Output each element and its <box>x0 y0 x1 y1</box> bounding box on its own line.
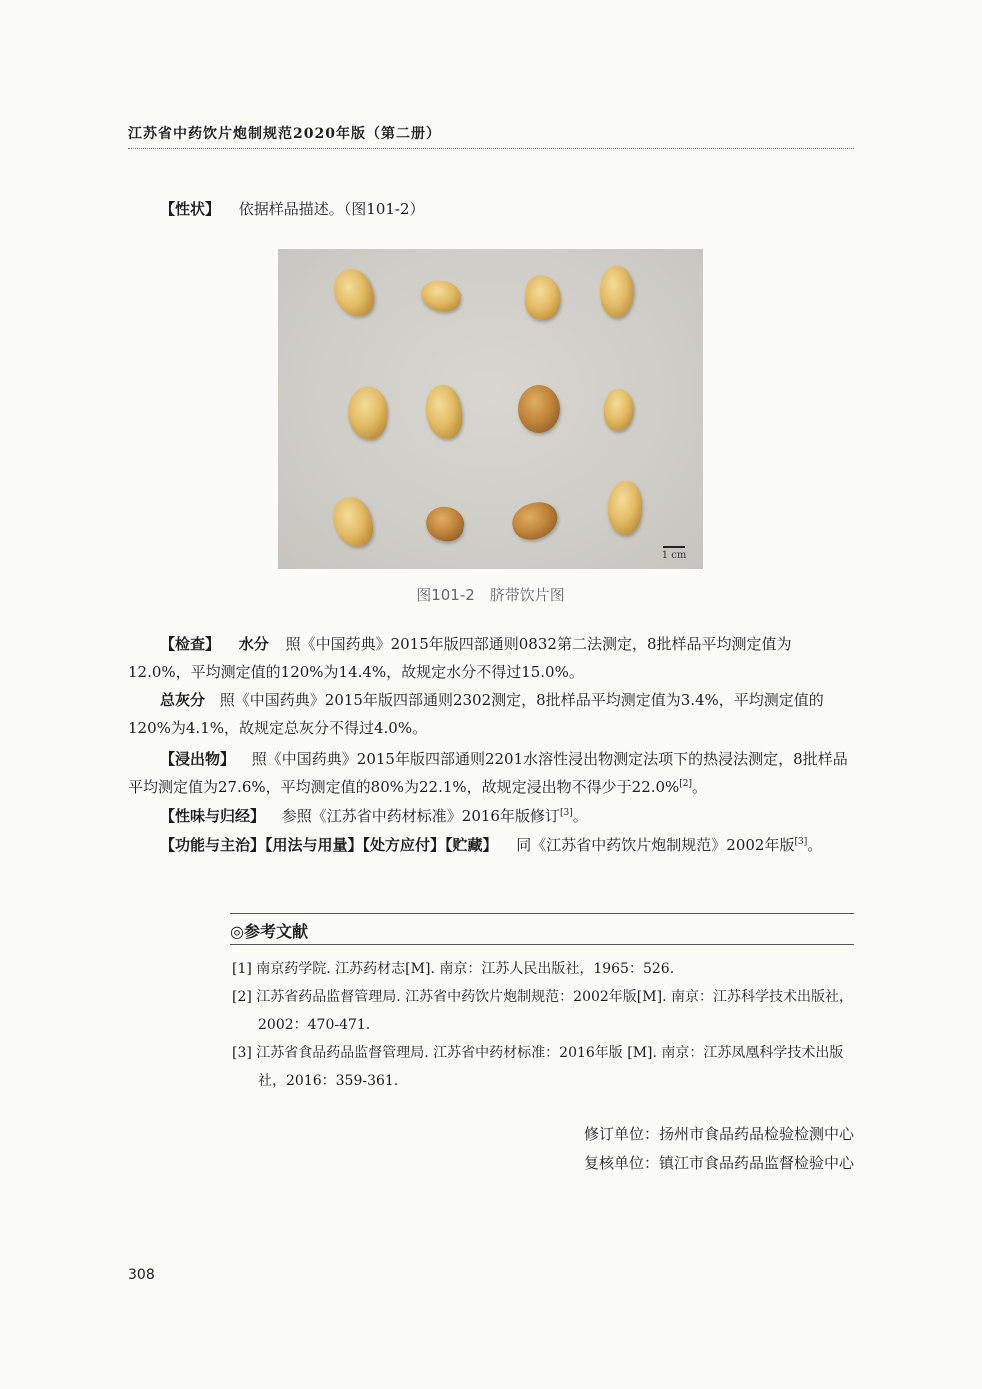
page-number: 308 <box>128 1267 155 1283</box>
sample-piece <box>423 383 464 440</box>
jinchuwu-text: 照《中国药典》2015年版四部通则2201水溶性浸出物测定法项下的热浸法测定，8批样品平均测定值为27.6%，平均测定值的80%为22.1%，故规定浸出物不得少于22.0% <box>128 750 848 796</box>
xingzhuang-paragraph <box>160 195 886 223</box>
reference-item-2: [2] 江苏省药品监督管理局. 江苏省中药饮片炮制规范：2002年版[M]. 南京：江苏科学技术出版社，2002：470-471. <box>232 989 853 1033</box>
jinchuwu-ref: [2] <box>679 779 693 789</box>
review-unit: 复核单位：镇江市食品药品监督检验中心 <box>583 1154 854 1172</box>
reference-item-1: [1] 南京药学院. 江苏药材志[M]. 南京：江苏人民出版社，1965：526. <box>232 961 675 977</box>
figure-caption: 图101-2 脐带饮片图 <box>416 586 565 604</box>
sample-piece <box>330 266 377 321</box>
sample-piece <box>518 385 560 433</box>
gongneng-ref: [3] <box>794 837 808 847</box>
ash-paragraph <box>128 686 854 742</box>
xingwei-end: 。 <box>572 807 588 825</box>
jinchuwu-end: 。 <box>692 778 708 796</box>
gongneng-end: 。 <box>807 836 823 854</box>
sample-piece <box>424 505 466 544</box>
sample-piece <box>523 275 563 322</box>
sample-piece <box>598 265 636 319</box>
sample-piece <box>508 498 561 544</box>
ash-text: 照《中国药典》2015年版四部通则2302测定，8批样品平均测定值为3.4%，平均测定值的120%为4.1%，故规定总灰分不得过4.0%。 <box>128 691 824 737</box>
xingzhuang-label: 【性状】 <box>160 200 221 218</box>
ash-label: 总灰分 <box>160 691 206 709</box>
jiancha-paragraph <box>128 630 854 686</box>
references-title: ◎参考文献 <box>230 922 308 941</box>
jinchuwu-label: 【浸出物】 <box>160 750 236 768</box>
sample-photo <box>278 249 703 569</box>
references-top-rule <box>230 913 854 914</box>
sample-piece <box>602 388 636 433</box>
sample-piece <box>606 480 644 536</box>
jiancha-label: 【检查】 <box>160 635 221 653</box>
xingzhuang-text: 依据样品描述。（图101-2） <box>238 200 425 218</box>
xingwei-label: 【性味与归经】 <box>160 807 266 825</box>
gongneng-paragraph <box>128 831 854 859</box>
xingwei-paragraph <box>128 802 854 830</box>
reference-item-3: [3] 江苏省食品药品监督管理局. 江苏省中药材标准：2016年版 [M]. 南京：江苏凤凰科学技术出版社，2016：359-361. <box>232 1045 844 1089</box>
running-header: 江苏省中药饮片炮制规范2020年版（第二册） <box>128 126 441 142</box>
sample-piece <box>330 494 376 550</box>
gongneng-text: 同《江苏省中药饮片炮制规范》2002年版 <box>516 836 795 854</box>
revision-unit: 修订单位：扬州市食品药品检验检测中心 <box>583 1125 854 1143</box>
water-label: 水分 <box>238 635 269 653</box>
xingwei-text: 参照《江苏省中药材标准》2016年版修订 <box>281 807 560 825</box>
references-bottom-rule <box>230 944 854 945</box>
header-divider <box>128 148 854 149</box>
scale-bar <box>657 546 691 561</box>
jinchuwu-paragraph <box>128 745 854 801</box>
xingwei-ref: [3] <box>559 808 573 818</box>
scale-label: 1 cm <box>661 550 687 561</box>
sample-piece <box>345 384 392 441</box>
gongneng-label: 【功能与主治】【用法与用量】【处方应付】【贮藏】 <box>160 836 498 854</box>
water-text: 照《中国药典》2015年版四部通则0832第二法测定，8批样品平均测定值为12.0%，平均测定值的120%为14.4%，故规定水分不得过15.0%。 <box>128 635 792 681</box>
sample-piece <box>419 278 464 314</box>
